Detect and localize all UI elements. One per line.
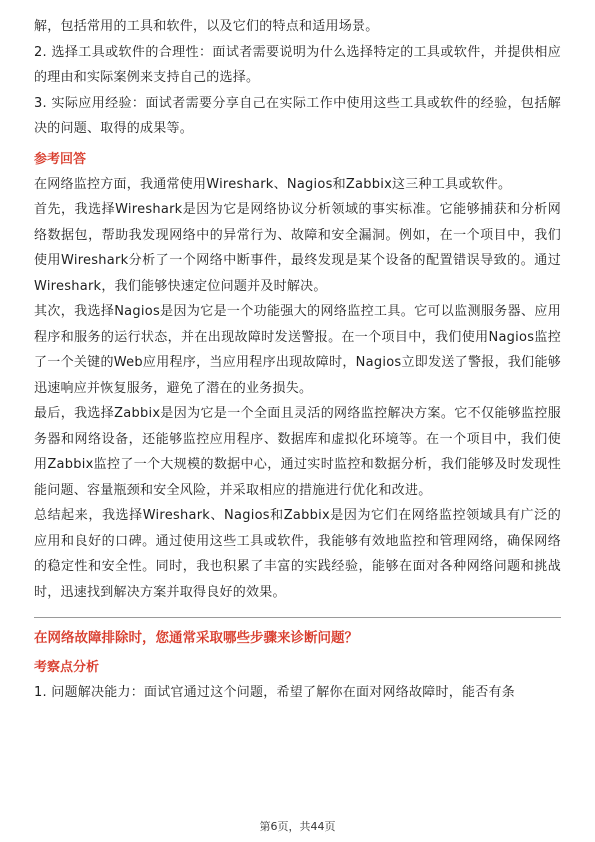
question-title: 在网络故障排除时，您通常采取哪些步骤来诊断问题？ [34,630,358,646]
page-number-footer: 第6页，共44页 [259,820,336,833]
answer-paragraph-4: 最后，我选择Zabbix是因为它是一个全面且灵活的网络监控解决方案。它不仅能够监控服务器和网络设备，还能够监控应用程序、数据库和虚拟化环境等。在一个项目中，我们使用Zabbix监控了一个大规模的数据中心，通过实时监控和数据分析，我们能够及时发现性能问题、容量瓶颈和安全风险，并采取相应的措施进行优化和改进。 [34,406,561,498]
analysis-heading: 考察点分析 [34,660,100,675]
answer-paragraph-2: 首先，我选择Wireshark是因为它是网络协议分析领域的事实标准。它能够捕获和分析网络数据包，帮助我发现网络中的异常行为、故障和安全漏洞。例如，在一个项目中，我们使用Wireshark分析了一个网络中断事件，最终发现是某个设备的配置错误导致的。通过Wireshark，我们能够快速定位问题并及时解决。 [34,202,561,294]
answer-paragraph-1: 在网络监控方面，我通常使用Wireshark、Nagios和Zabbix这三种工具或软件。 [34,176,512,192]
document-page [34,14,561,706]
intro-paragraph-2: 2. 选择工具或软件的合理性：面试者需要说明为什么选择特定的工具或软件，并提供相应的理由和实际案例来支持自己的选择。 [34,44,561,85]
section-divider [34,617,561,618]
answer-paragraph-3: 其次，我选择Nagios是因为它是一个功能强大的网络监控工具。它可以监测服务器、应用程序和服务的运行状态，并在出现故障时发送警报。在一个项目中，我们使用Nagios监控了一个关键的Web应用程序，当应用程序出现故障时，Nagios立即发送了警报，我们能够迅速响应并恢复服务，避免了潜在的业务损失。 [34,304,561,396]
answer-paragraph-5: 总结起来，我选择Wireshark、Nagios和Zabbix是因为它们在网络监控领域具有广泛的应用和良好的口碑。通过使用这些工具或软件，我能够有效地监控和管理网络，确保网络的稳定性和安全性。同时，我也积累了丰富的实践经验，能够在面对各种网络问题和挑战时，迅速找到解决方案并取得良好的效果。 [34,508,561,600]
answer-heading: 参考回答 [34,151,87,167]
intro-paragraph-3: 3. 实际应用经验：面试者需要分享自己在实际工作中使用这些工具或软件的经验，包括解决的问题、取得的成果等。 [34,95,561,136]
analysis-point-1: 1. 问题解决能力：面试官通过这个问题，希望了解你在面对网络故障时，能否有条 [34,685,516,700]
intro-paragraph-1: 解，包括常用的工具和软件，以及它们的特点和适用场景。 [34,19,379,34]
